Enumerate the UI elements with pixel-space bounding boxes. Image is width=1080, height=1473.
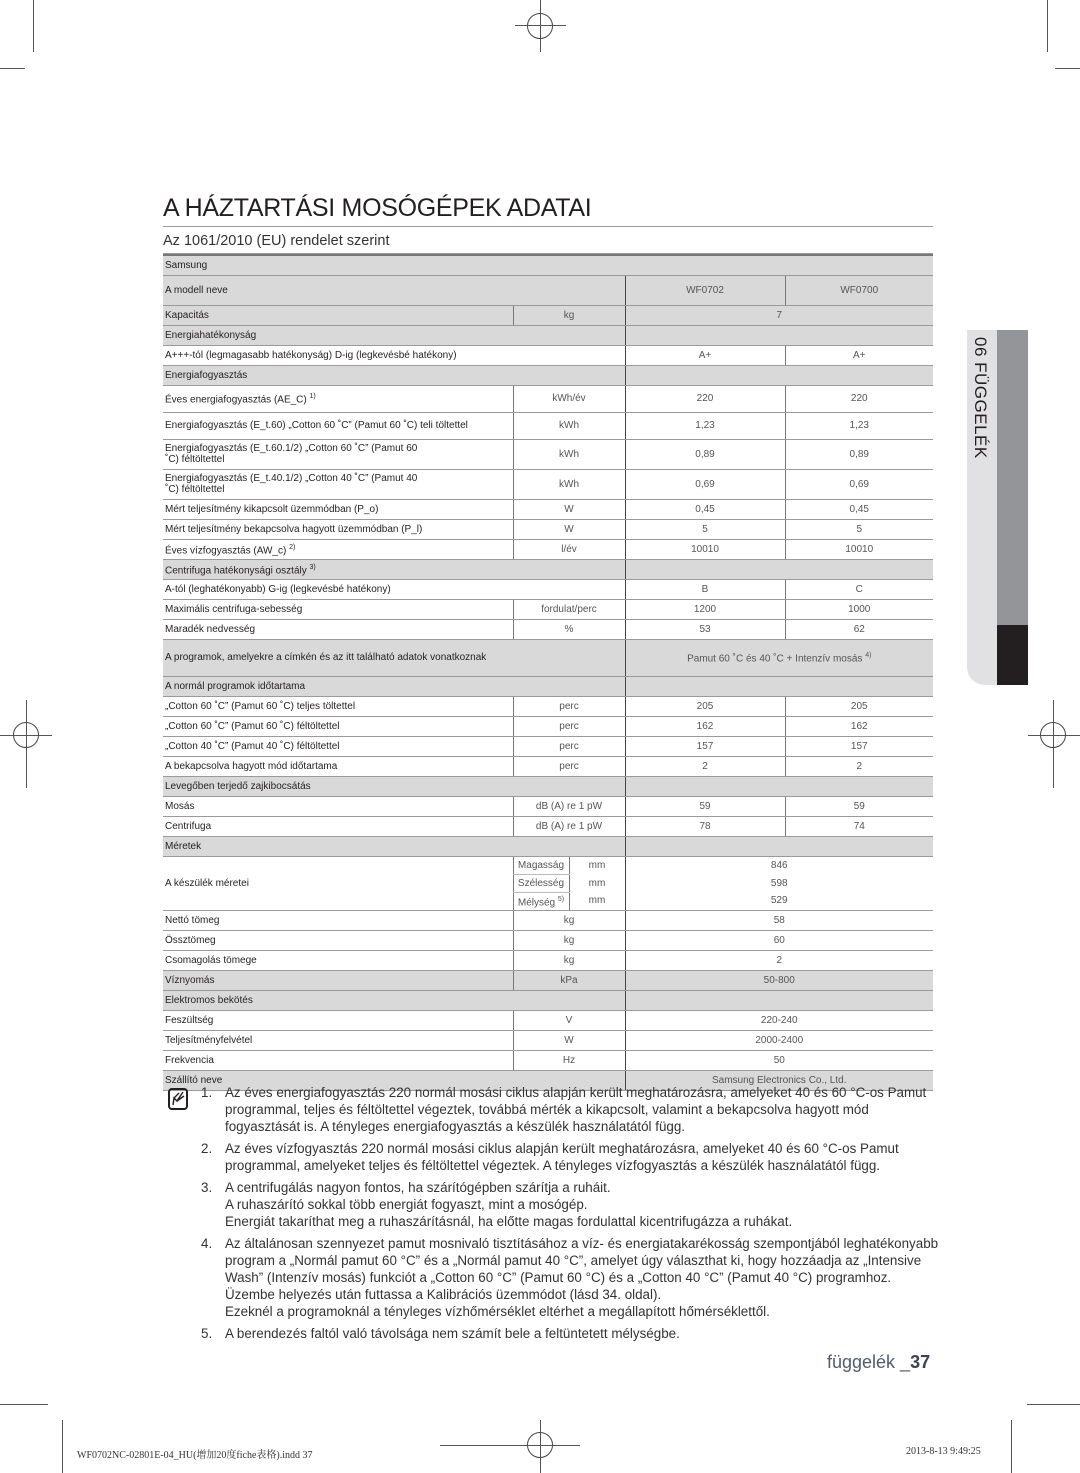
section-label: Méretek <box>163 836 625 856</box>
value-2: 62 <box>785 619 933 639</box>
row-label: Energiafogyasztás (E_t.60.1/2) „Cotton 60 ˚C” (Pamut 60 ˚C) féltöltettel <box>163 439 513 469</box>
value-2: 59 <box>785 796 933 816</box>
value-1: A+ <box>625 345 785 365</box>
dim-unit: mm <box>569 892 625 910</box>
row-unit: kg <box>513 930 625 950</box>
table-row-section <box>163 365 933 385</box>
row-unit: kPa <box>513 970 625 990</box>
dim-unit: mm <box>588 859 606 871</box>
table-row-duration <box>163 736 933 756</box>
table-row-section <box>163 676 933 696</box>
value-1: 10010 <box>625 539 785 559</box>
row-label: Mért teljesítmény kikapcsolt üzemmódban (P_o) <box>163 499 513 519</box>
model-label: A modell neve <box>163 275 625 305</box>
row-label: Víznyomás <box>163 970 513 990</box>
crop-mark-bottom-right-h <box>1027 1404 1080 1405</box>
value-2: 5 <box>785 519 933 539</box>
crop-mark-bottom-left-v <box>62 1420 63 1473</box>
table-row-noise <box>163 816 933 836</box>
row-unit: perc <box>513 736 625 756</box>
value-2: 0,45 <box>785 499 933 519</box>
value-1: 5 <box>625 519 785 539</box>
table-row-section <box>163 325 933 345</box>
row-unit: kg <box>513 950 625 970</box>
table-row-pack-weight <box>163 950 933 970</box>
value-1: 0,89 <box>625 439 785 469</box>
table-row-model <box>163 275 933 305</box>
note-pencil-icon <box>168 1088 188 1110</box>
value-1: 0,45 <box>625 499 785 519</box>
value-2: 162 <box>785 716 933 736</box>
row-label: Energiafogyasztás (E_t.60) „Cotton 60 ˚C” (Pamut 60 ˚C) teli töltettel <box>163 412 513 439</box>
value-1: 59 <box>625 796 785 816</box>
row-label: Csomagolás tömege <box>163 950 513 970</box>
value-1: 205 <box>625 696 785 716</box>
table-row-et40half <box>163 469 933 499</box>
row-unit: kg <box>513 305 625 325</box>
value-1: B <box>625 579 785 599</box>
row-unit: kg <box>513 910 625 930</box>
row-unit: kWh <box>513 469 625 499</box>
row-label: Össztömeg <box>163 930 513 950</box>
value-1: 157 <box>625 736 785 756</box>
section-label: Energiahatékonyság <box>163 325 625 345</box>
table-row-max-spin <box>163 599 933 619</box>
value-2: 157 <box>785 736 933 756</box>
dim-unit: mm <box>588 877 606 889</box>
dim-label: Magasság <box>513 856 569 874</box>
print-file-name: WF0702NC-02801E-04_HU(增加20度fiche表格).indd 37 <box>77 1450 313 1461</box>
row-label: „Cotton 60 ˚C” (Pamut 60 ˚C) féltöltettel <box>163 716 513 736</box>
value-2: 0,89 <box>785 439 933 469</box>
table-row-duration <box>163 716 933 736</box>
table-row-voltage <box>163 1010 933 1030</box>
row-unit: fordulat/perc <box>513 599 625 619</box>
row-unit: l/év <box>513 539 625 559</box>
row-label: Energiafogyasztás (E_t.40.1/2) „Cotton 40 ˚C” (Pamut 40 ˚C) féltöltettel <box>163 469 513 499</box>
section-side-tab-label: 06 FÜGGELÉK <box>971 337 990 459</box>
row-label: „Cotton 60 ˚C” (Pamut 60 ˚C) teljes töltettel <box>163 696 513 716</box>
value-1: 220 <box>625 385 785 412</box>
row-unit: kWh/év <box>513 385 625 412</box>
table-row-et60 <box>163 412 933 439</box>
dim-value: 846 <box>625 856 933 874</box>
side-tab-bar <box>997 330 1028 625</box>
table-row-frequency <box>163 1050 933 1070</box>
row-label: Mért teljesítmény bekapcsolva hagyott üzemmódban (P_l) <box>163 519 513 539</box>
footnote-item: 5. A berendezés faltól való távolsága nem számít bele a feltüntetett mélységbe. <box>201 1326 680 1341</box>
row-unit: V <box>513 1010 625 1030</box>
table-row-energy-class <box>163 345 933 365</box>
row-label: „Cotton 40 ˚C” (Pamut 40 ˚C) féltöltettel <box>163 736 513 756</box>
table-row-water-pressure <box>163 970 933 990</box>
row-value: Pamut 60 ˚C és 40 ˚C + Intenzív mosás $^{4)}$ <box>625 639 933 676</box>
table-row-noise <box>163 796 933 816</box>
row-value: 58 <box>625 910 933 930</box>
row-label: Frekvencia <box>163 1050 513 1070</box>
row-unit: W <box>513 499 625 519</box>
row-label: Nettó tömeg <box>163 910 513 930</box>
row-unit: kWh <box>513 439 625 469</box>
brand-cell: Samsung <box>163 255 933 275</box>
row-unit: perc <box>513 716 625 736</box>
footnote-list <box>201 1084 941 1347</box>
row-label: Kapacitás <box>163 305 513 325</box>
row-label: A bekapcsolva hagyott mód időtartama <box>163 756 513 776</box>
table-row-capacity <box>163 305 933 325</box>
row-label: Maradék nedvesség <box>163 619 513 639</box>
spec-table <box>163 254 933 1091</box>
registration-mark-bottom-h <box>440 1445 580 1446</box>
value-1: 1,23 <box>625 412 785 439</box>
row-label: Szállító neve <box>163 1070 625 1090</box>
crop-mark-bottom-left-h <box>0 1404 48 1405</box>
crop-mark-top-left-v <box>33 0 34 52</box>
table-row-pl <box>163 519 933 539</box>
row-unit: W <box>513 519 625 539</box>
row-unit: dB (A) re 1 pW <box>513 796 625 816</box>
value-2: C <box>785 579 933 599</box>
row-value: 2 <box>625 950 933 970</box>
table-row-section <box>163 559 933 579</box>
row-unit: W <box>513 1030 625 1050</box>
page-number: függelék _37 <box>827 1352 931 1372</box>
footnote-item: 4. Az általánosan szennyezet pamut mosnivaló tisztításához a víz- és energiatakarékosság szempontjából leghatékonyabb program a „Normál pamut 60 °C” és a „Normál pamut 40 °C”, amelyet úgy választhat ki, hogy hozzáadja az „Intensive Wash” (Intenzív mosás) funkciót a „Cotton 60 °C” (Pamut 60 °C) és a „Cotton 40 °C” (Pamut 40 °C) programhoz. Üzembe helyezés után futtassa a Kalibrációs üzemmódot (lásd 34. oldal). Ezeknél a programoknál a tényleges vízhőmérséklet eltérhet a megállapított hőmérséklettől. <box>201 1236 939 1319</box>
registration-mark-right-circle <box>1040 722 1066 748</box>
row-unit: kWh <box>513 412 625 439</box>
value-2: 1,23 <box>785 412 933 439</box>
row-value: Samsung Electronics Co., Ltd. <box>625 1070 933 1090</box>
row-value: 50-800 <box>625 970 933 990</box>
row-unit: perc <box>513 756 625 776</box>
row-label: Maximális centrifuga-sebesség <box>163 599 513 619</box>
row-label: A készülék méretei <box>163 856 513 910</box>
table-row-et60half <box>163 439 933 469</box>
row-unit: Hz <box>513 1050 625 1070</box>
row-label: A-tól (leghatékonyabb) G-ig (legkevésbé hatékony) <box>163 579 625 599</box>
value-2: 0,69 <box>785 469 933 499</box>
table-row-section <box>163 836 933 856</box>
row-label: Éves vízfogyasztás (AW_c) $^{2)}$ <box>163 539 513 559</box>
table-row-brand <box>163 255 933 275</box>
value-2: 1000 <box>785 599 933 619</box>
value-2: 74 <box>785 816 933 836</box>
table-row-duration <box>163 696 933 716</box>
dim-label: Szélesség <box>513 874 569 892</box>
value-2: 220 <box>785 385 933 412</box>
table-row-dim-height <box>163 856 933 874</box>
crop-mark-top-left-h <box>0 68 25 69</box>
row-label: Mosás <box>163 796 513 816</box>
row-label: Teljesítményfelvétel <box>163 1030 513 1050</box>
dim-label: Mélység $^{5)}$ <box>513 892 569 910</box>
row-unit: perc <box>513 696 625 716</box>
dim-value: 598 <box>625 874 933 892</box>
value-2: A+ <box>785 345 933 365</box>
section-label: Energiafogyasztás <box>163 365 625 385</box>
model-2: WF0700 <box>785 275 933 305</box>
crop-mark-top-right-h <box>1055 68 1080 69</box>
crop-mark-bottom-right-v <box>1011 1420 1012 1473</box>
row-value: 50 <box>625 1050 933 1070</box>
value-1: 78 <box>625 816 785 836</box>
section-label: A normál programok időtartama <box>163 676 625 696</box>
table-row-power <box>163 1030 933 1050</box>
page-title: A HÁZTARTÁSI MOSÓGÉPEK ADATAI <box>163 193 933 227</box>
table-row-moisture <box>163 619 933 639</box>
value-2: 2 <box>785 756 933 776</box>
value-1: 2 <box>625 756 785 776</box>
value-1: 1200 <box>625 599 785 619</box>
row-label: A programok, amelyekre a címkén és az itt található adatok vonatkoznak <box>163 639 625 676</box>
table-row-section <box>163 776 933 796</box>
side-tab-marker <box>997 625 1028 685</box>
value-2: 10010 <box>785 539 933 559</box>
row-unit: % <box>513 619 625 639</box>
model-1: WF0702 <box>625 275 785 305</box>
table-row-awc <box>163 539 933 559</box>
table-row-po <box>163 499 933 519</box>
section-label: Elektromos bekötés <box>163 990 625 1010</box>
table-row-duration <box>163 756 933 776</box>
value-1: 0,69 <box>625 469 785 499</box>
row-value: 7 <box>625 305 933 325</box>
crop-mark-top-right-v <box>1047 0 1048 52</box>
row-unit: dB (A) re 1 pW <box>513 816 625 836</box>
registration-mark-top-circle <box>527 13 553 39</box>
value-1: 53 <box>625 619 785 639</box>
table-row-section <box>163 990 933 1010</box>
print-timestamp: 2013-8-13 9:49:25 <box>906 1446 981 1457</box>
row-value: 60 <box>625 930 933 950</box>
row-value: 2000-2400 <box>625 1030 933 1050</box>
footnote-item: 2. Az éves vízfogyasztás 220 normál mosási ciklus alapján került meghatározásra, amelyeket 40 és 60 °C-os Pamut programmal, amelyeket teljes és féltöltettel végeztek. A tényleges vízfogyasztás a készülék használatától függ. <box>201 1141 899 1173</box>
registration-mark-left-circle <box>13 722 39 748</box>
row-label: A+++-tól (legmagasabb hatékonyság) D-ig (legkevésbé hatékony) <box>163 345 625 365</box>
value-1: 162 <box>625 716 785 736</box>
row-label: Éves energiafogyasztás (AE_C) $^{1)}$ <box>163 385 513 412</box>
page-subtitle: Az 1061/2010 (EU) rendelet szerint <box>163 232 933 254</box>
footnote-item: 3. A centrifugálás nagyon fontos, ha szárítógépben szárítja a ruháit. A ruhaszárító sokkal több energiát fogyaszt, mint a mosógép. Energiát takaríthat meg a ruhaszárításnál, ha előtte magas fordulattal kicentrifugázza a ruhákat. <box>201 1180 793 1229</box>
value-2: 205 <box>785 696 933 716</box>
dim-value: 529 <box>625 892 933 910</box>
row-value: 220-240 <box>625 1010 933 1030</box>
table-row-net-weight <box>163 910 933 930</box>
section-label: Centrifuga hatékonysági osztály $^{3)}$ <box>163 559 625 579</box>
table-row-aec <box>163 385 933 412</box>
table-row-spin-class <box>163 579 933 599</box>
row-label: Centrifuga <box>163 816 513 836</box>
registration-mark-bottom-circle <box>527 1432 553 1458</box>
row-label: Feszültség <box>163 1010 513 1030</box>
table-row-gross-weight <box>163 930 933 950</box>
table-row-programs <box>163 639 933 676</box>
section-label: Levegőben terjedő zajkibocsátás <box>163 776 625 796</box>
footnote-item: 1. Az éves energiafogyasztás 220 normál mosási ciklus alapján került meghatározásra, amelyeket 40 és 60 °C-os Pamut programmal, teljes és féltöltettel végeztek, továbbá mérték a kikapcsolt, valamint a bekapcsolva hagyott mód fogyasztását is. A tényleges energiafogyasztás a készülék használatától függ. <box>201 1085 927 1134</box>
